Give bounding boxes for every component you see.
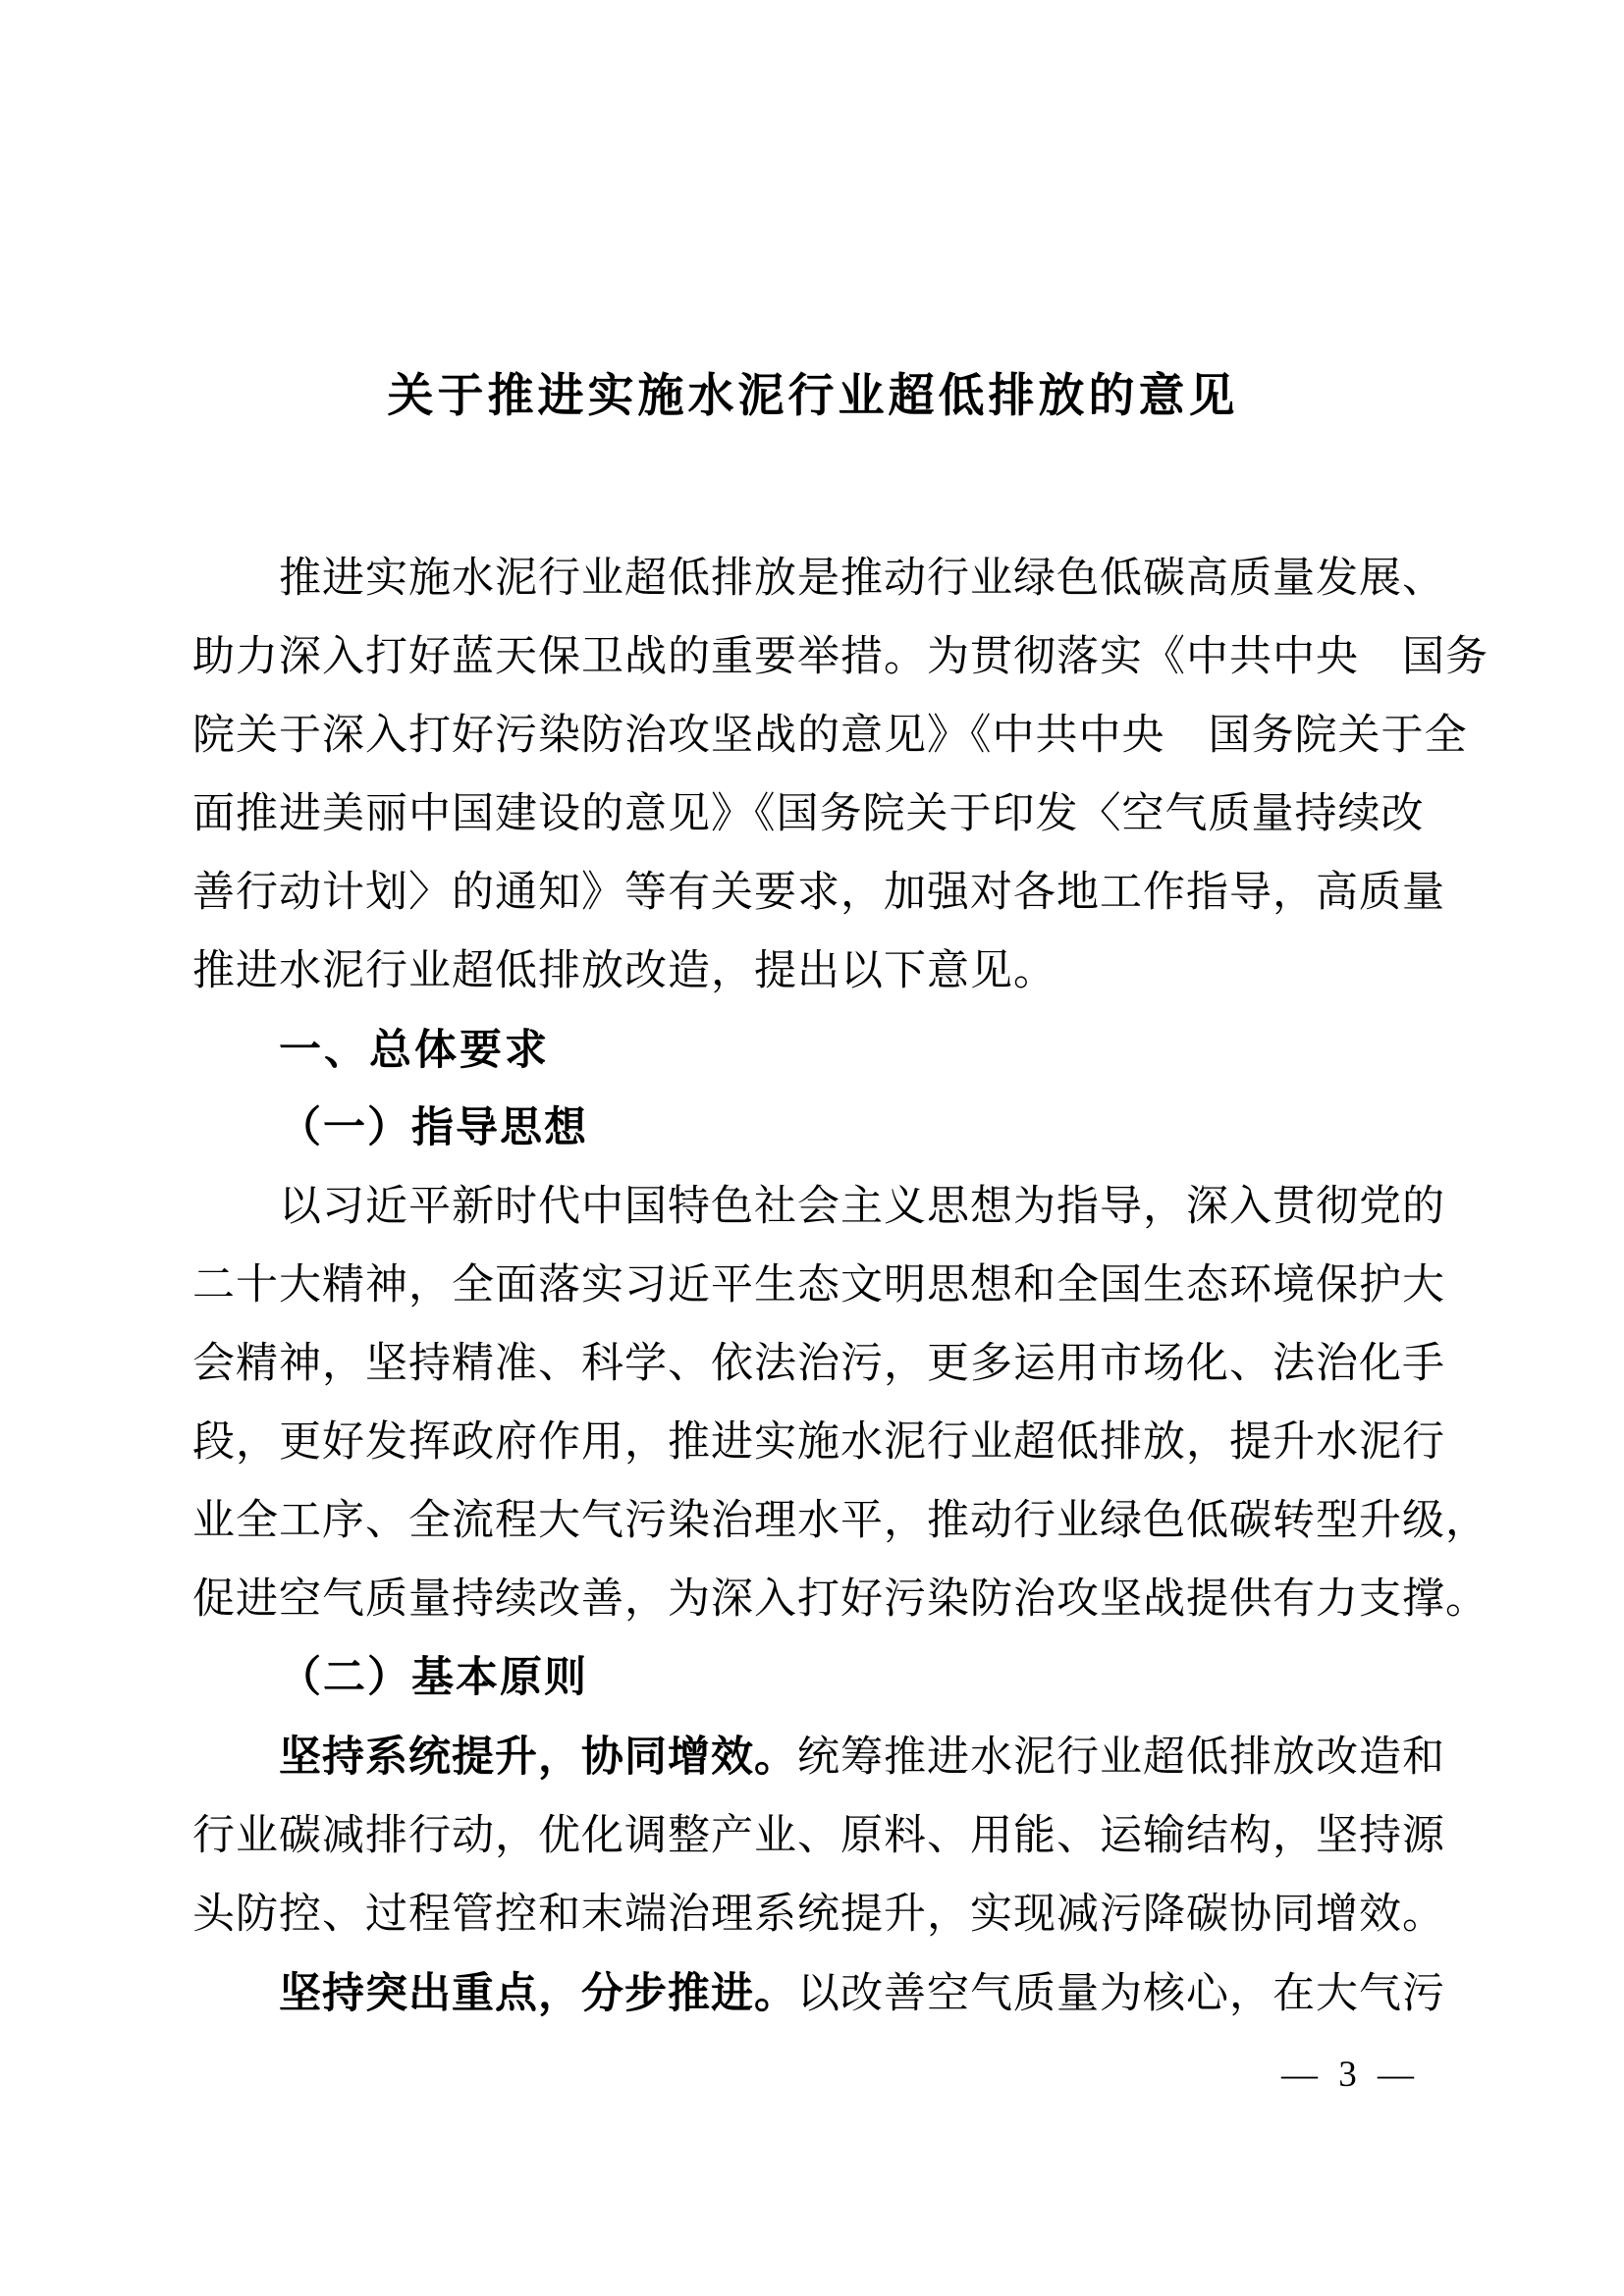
paragraph-line: 面推进美丽中国建设的意见》《国务院关于印发〈空气质量持续改 <box>192 791 1425 837</box>
paragraph-line: 行业碳减排行动，优化调整产业、原料、用能、运输结构，坚持源 <box>192 1813 1445 1859</box>
subsection-heading-1-1: （一）指导思想 <box>279 1105 588 1151</box>
bold-lead: 坚持系统提升，协同增效。 <box>279 1734 797 1781</box>
paragraph-line: 以习近平新时代中国特色社会主义思想为指导，深入贯彻党的 <box>279 1184 1445 1230</box>
paragraph-line: 二十大精神，全面落实习近平生态文明思想和全国生态环境保护大 <box>192 1262 1445 1308</box>
paragraph-line: 业全工序、全流程大气污染治理水平，推动行业绿色低碳转型升级， <box>192 1498 1489 1544</box>
subsection-heading-1-2: （二）基本原则 <box>279 1655 588 1701</box>
section-heading-1: 一、总体要求 <box>279 1027 550 1074</box>
paragraph-line: 推进水泥行业超低排放改造，提出以下意见。 <box>192 948 1056 994</box>
paragraph-line: 段，更好发挥政府作用，推进实施水泥行业超低排放，提升水泥行 <box>192 1419 1445 1466</box>
paragraph-line <box>192 1718 1445 1797</box>
paragraph-text: 统筹推进水泥行业超低排放改造和 <box>797 1735 1445 1781</box>
page-number: — 3 — <box>1281 2055 1420 2095</box>
document-body <box>192 540 1489 2034</box>
document-title: 关于推进实施水泥行业超低排放的意见 <box>387 369 1239 421</box>
paragraph-line: 头防控、过程管控和末端治理系统提升，实现减污降碳协同增效。 <box>192 1892 1445 1938</box>
paragraph-text: 以改善空气质量为核心，在大气污 <box>797 1971 1445 2017</box>
paragraph-line: 会精神，坚持精准、科学、依法治污，更多运用市场化、法治化手 <box>192 1341 1445 1387</box>
paragraph-line: 推进实施水泥行业超低排放是推动行业绿色低碳高质量发展、 <box>279 556 1445 602</box>
paragraph-line: 助力深入打好蓝天保卫战的重要举措。为贯彻落实《中共中央 国务 <box>192 634 1489 680</box>
paragraph-line <box>192 1954 1445 2034</box>
bold-lead: 坚持突出重点，分步推进。 <box>279 1970 797 2017</box>
paragraph-line: 院关于深入打好污染防治攻坚战的意见》《中共中央 国务院关于全 <box>192 713 1468 759</box>
paragraph-line: 促进空气质量持续改善，为深入打好污染防治攻坚战提供有力支撑。 <box>192 1576 1489 1623</box>
paragraph-line: 善行动计划〉的通知》等有关要求，加强对各地工作指导，高质量 <box>192 870 1445 916</box>
